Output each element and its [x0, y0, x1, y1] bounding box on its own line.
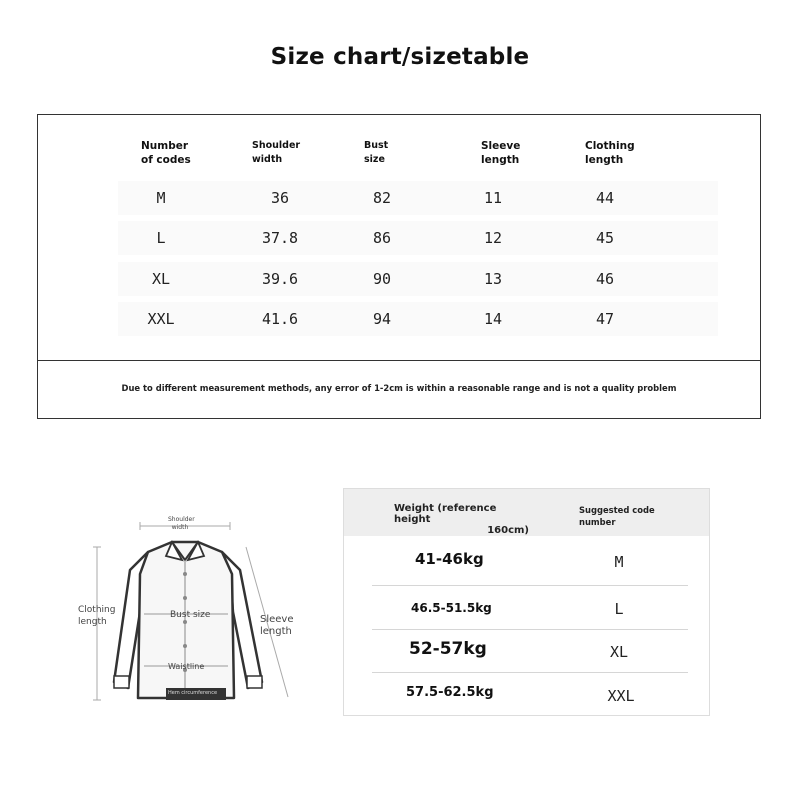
size-chart-table [37, 114, 761, 419]
weight-value: 46.5-51.5kg [411, 601, 492, 615]
cell-shoulder: 41.6 [261, 310, 299, 328]
label-shoulder-width: Shoulder width [168, 516, 195, 531]
weight-value: 52-57kg [409, 639, 487, 659]
header-number-of-codes: Number of codes [141, 140, 191, 166]
code-value: M [614, 553, 624, 571]
header-clothing-length: Clothing length [585, 140, 635, 166]
cell-bust: 90 [372, 270, 392, 288]
code-value: XL [609, 643, 629, 661]
label-bust-size: Bust size [170, 610, 211, 620]
code-value: L [614, 600, 624, 618]
cell-sleeve: 11 [483, 189, 503, 207]
header-weight [394, 503, 529, 536]
cell-sleeve: 14 [483, 310, 503, 328]
header-suggested-code: Suggested code number [579, 505, 655, 527]
measurement-note: Due to different measurement methods, any error of 1-2cm is within a reasonable range and is not a quality problem [121, 383, 677, 393]
page-title: Size chart/sizetable [270, 44, 530, 70]
header-bust-size: Bust size [364, 140, 389, 165]
cell-shoulder: 37.8 [261, 229, 299, 247]
cell-shoulder: 36 [270, 189, 290, 207]
header-sleeve-length: Sleeve length [481, 140, 521, 166]
measurement-diagram [70, 512, 310, 712]
table-divider [38, 360, 760, 361]
cell-length: 45 [595, 229, 615, 247]
cell-size: XL [151, 270, 171, 288]
row-divider [372, 629, 688, 630]
cell-size: XXL [147, 310, 175, 328]
label-clothing-length: Clothing length [78, 605, 116, 627]
row-divider [372, 585, 688, 586]
label-waistline: Waistline [168, 662, 205, 671]
cell-bust: 94 [372, 310, 392, 328]
weight-value: 57.5-62.5kg [406, 685, 494, 700]
header-weight-line2: 160cm) [487, 525, 529, 536]
cell-sleeve: 12 [483, 229, 503, 247]
cell-size: L [156, 229, 166, 247]
cell-shoulder: 39.6 [261, 270, 299, 288]
header-shoulder-width: Shoulder width [252, 140, 301, 165]
code-value: XXL [607, 687, 635, 705]
cell-bust: 86 [372, 229, 392, 247]
cell-bust: 82 [372, 189, 392, 207]
cell-sleeve: 13 [483, 270, 503, 288]
cell-size: M [156, 189, 166, 207]
weight-value: 41-46kg [415, 550, 484, 568]
header-weight-line1: Weight (reference height [394, 503, 497, 525]
cell-length: 46 [595, 270, 615, 288]
weight-reference-table [343, 488, 710, 716]
label-sleeve-length: Sleeve length [260, 614, 294, 637]
label-hem: Hem circumference [168, 690, 218, 696]
cell-length: 47 [595, 310, 615, 328]
cell-length: 44 [595, 189, 615, 207]
row-divider [372, 672, 688, 673]
